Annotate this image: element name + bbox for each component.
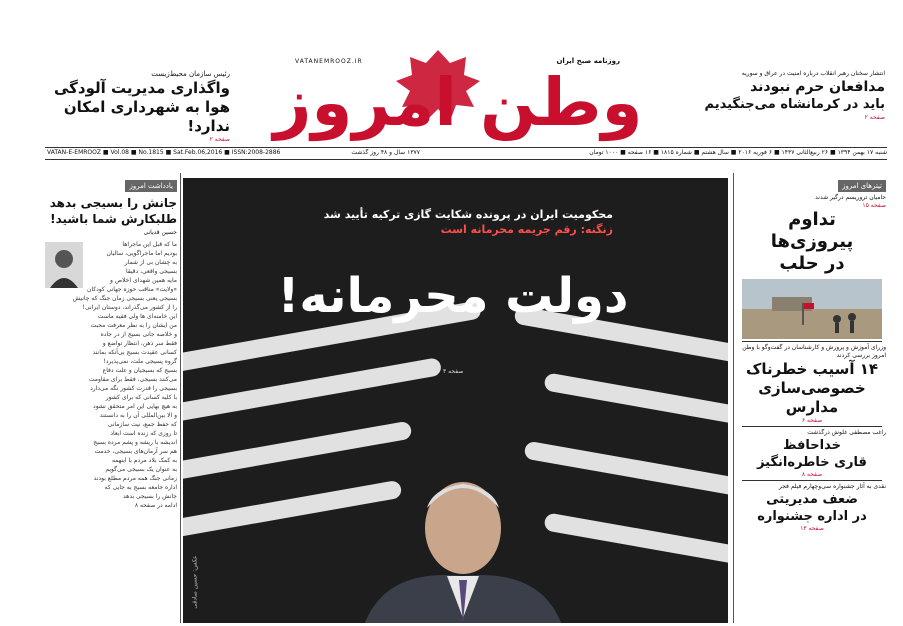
newspaper-front-page	[20, 55, 888, 623]
right-item2-page-ref: صفحه ۶	[801, 417, 823, 424]
right-item-festival[interactable]	[738, 483, 886, 532]
portrait-figure	[343, 458, 583, 623]
top-right-teaser[interactable]	[685, 70, 885, 121]
left-body-line: گروه پسیجی ملت، نمی‌پذیرد!	[103, 358, 177, 365]
left-section-label: یادداشت امروز	[125, 180, 177, 192]
left-body-line: به عنوان یک بسیجی می‌گویم	[105, 466, 177, 473]
site-url[interactable]: VATANEMROOZ.IR	[295, 58, 363, 65]
top-left-headline-1: واگذاری مدیریت آلودگی	[53, 79, 230, 97]
top-left-page-ref: صفحه ۲	[209, 136, 230, 143]
logo-emblem	[238, 45, 678, 145]
right-item4-headline-2: در اداره جشنواره	[757, 509, 867, 524]
left-body-line: بسیجی واقعی، دقیقا	[126, 268, 177, 275]
right-item3-page-ref: صفحه ۸	[801, 471, 823, 478]
top-left-teaser[interactable]	[45, 70, 230, 143]
right-item1-headline-2: پیروزی‌ها	[770, 231, 854, 252]
left-body-line: هم سر آرمان‌های بسیجی، خدمت	[94, 448, 177, 455]
left-body-line: به کمک بلاد مردم با اینهمه	[111, 457, 177, 464]
hero-kicker: محکومیت ایران در پرونده شکایت گازی ترکیه تأیید شد	[323, 208, 613, 221]
left-body-line: مایه همین شهدای اخلاص و	[110, 277, 177, 284]
author-photo	[45, 242, 83, 288]
left-body-line: با کلیه کسانی که برای کشور	[105, 394, 177, 401]
hero-headline: دولت محرمانه!	[277, 268, 629, 324]
left-body-line: اداره جامعه بسیج به جایی که	[104, 484, 177, 491]
left-body-line: که حفظ جمع، نیت سازمانی	[107, 421, 177, 428]
left-body-line: به چشان بی از شمار	[124, 259, 177, 266]
left-body-line: زمانی جنگ همه مردم مطلع بودند	[93, 475, 177, 482]
left-body-line: جانش را بسیجی بدهد	[123, 493, 177, 500]
right-item1-headline-3: در حلب	[779, 253, 845, 274]
left-body-line: ما که قبل این ماجراها	[122, 241, 177, 248]
left-body-line: بسیجی یعنی بسیجی زمان جنگ که چانیش	[72, 295, 177, 302]
top-right-kicker: انتشار سخنان رهبر انقلاب درباره امنیت در عراق و سوریه	[741, 70, 885, 77]
right-column-divider	[733, 173, 734, 623]
hero-headline-wrap[interactable]	[223, 268, 683, 324]
left-author: حسین قدیانی	[143, 229, 177, 236]
left-body-line: بودیم اما ماجراگویی، سالیان	[106, 250, 177, 257]
left-headline-2[interactable]: طلبکارش شما باشید!	[50, 212, 177, 226]
right-column	[738, 173, 886, 623]
left-body-line: و الا بین‌المللی آن را به دانستند	[99, 412, 177, 419]
hero-photo-credit: عکس: حسین صادقی	[191, 555, 199, 609]
left-column	[45, 173, 177, 623]
left-body-line: ادامه در صفحه ۸	[134, 502, 177, 509]
right-item-schools[interactable]	[738, 344, 886, 424]
right-item2-headline-2: خصوصی‌سازی	[758, 379, 866, 397]
right-item2-headline-3: مدارس	[785, 398, 839, 416]
left-body-line: فقط سر ذهن، انتظار تواضع و	[102, 340, 177, 347]
aleppo-photo	[742, 279, 882, 339]
left-body-line: بسیج که بسیجیان و علت دفاع	[102, 367, 177, 374]
top-left-kicker: رئیس سازمان محیط‌زیست	[151, 70, 230, 78]
hero-page-ref: صفحه ۳	[443, 368, 464, 375]
left-body-line: تا روزی که زنده است ابعاد	[110, 430, 177, 437]
top-right-headline-2: باید در کرمانشاه می‌جنگیدیم	[704, 97, 885, 112]
right-item4-headline-1: ضعف مدیریتی	[766, 492, 858, 507]
left-body-line: من ایشان را به نظر معرفت محبت	[90, 322, 177, 329]
left-body-line: کسانی عقیدت بسیج بی‌آنکه بمانند	[92, 349, 177, 356]
right-item4-kicker: نقدی به آثار جشنواره سی‌وچهارم فیلم فجر	[778, 483, 886, 490]
logo-text: وطن امروز	[273, 64, 643, 141]
issue-bar-top-rule	[45, 147, 887, 148]
left-body-line: «ولایت» مناقب حوزه جهانی کودکان	[86, 286, 177, 293]
hero-photo[interactable]	[183, 178, 728, 623]
right-item1-headline-1: تداوم	[788, 209, 836, 230]
right-item3-kicker: راغب مصطفی غلوش درگذشت	[807, 429, 886, 436]
issue-bar-bottom-rule	[45, 159, 887, 160]
right-item3-headline-1: خداحافظ	[782, 438, 842, 453]
right-item-qari[interactable]	[738, 429, 886, 478]
right-section-label: تیترهای امروز	[838, 180, 886, 192]
left-body-line: بسیجی را قدرت کشور نگه می‌دارد	[90, 385, 177, 392]
right-item2-kicker: وزرای آموزش و پرورش و کارشناسان در گفت‌وگو با وطن امروز بررسی کردند	[742, 344, 886, 359]
right-item4-page-ref: صفحه ۱۳	[800, 525, 824, 532]
hero-subhead: زنگنه: رقم جریمه محرمانه است	[440, 223, 613, 236]
tagline: روزنامه صبح ایران	[556, 57, 620, 65]
left-headline-1[interactable]: جانش را بسیجی بدهد	[49, 196, 177, 210]
left-body-line: می‌کنند بسیجی، فقط برای مقاومت	[88, 376, 177, 383]
left-body-line: به هیچ بهایی این امر متحقق نشود	[93, 403, 177, 410]
left-body-line: این خامنه‌ای ها ولی فقیه ماست	[97, 313, 177, 320]
right-item1-kicker: حامیان تروریسم درگیر شدند	[815, 194, 886, 201]
issue-info-days: ۱۳۷۷ سال و ۴۸ روز گذشت	[351, 149, 420, 156]
right-item1-page-ref: صفحه ۱۵	[862, 202, 886, 209]
masthead-logo[interactable]	[238, 45, 678, 145]
left-body-line: اندیشه با ریشه و پشم مرده بسیج	[93, 439, 177, 446]
left-body-line: را از کشور می‌گذراند، دوستان ایرانی!	[82, 304, 177, 311]
top-left-headline-2: هوا به شهرداری امکان ندارد!	[63, 98, 230, 135]
right-item3-headline-2: قاری خاطره‌انگیز	[757, 455, 867, 470]
left-column-divider	[180, 173, 181, 623]
issue-info-latin: VATAN-E-EMROOZ ■ Vol.08 ■ No.1815 ■ Sat.Feb.06,2016 ■ ISSN:2008-2886	[47, 149, 281, 156]
left-body-line: و خلاصه جانی بسیج از در جاده	[100, 331, 177, 338]
right-item2-headline-1: ۱۴ آسیب خطرناک	[745, 360, 879, 378]
top-right-headline-1: مدافعان حرم نبودند	[750, 79, 885, 95]
right-item-aleppo[interactable]	[738, 194, 886, 339]
issue-info-persian: شنبه ۱۷ بهمن ۱۳۹۴ ■ ۲۶ ربیع‌الثانی ۱۴۳۷ ■ ۶ فوریه ۲۰۱۶ ■ سال هشتم ■ شماره ۱۸۱۵ ■ ۱۶ صفحه ■ ۱۰۰۰ تومان	[589, 149, 887, 156]
top-right-page-ref: صفحه ۲	[864, 114, 885, 121]
hero-kicker-wrap	[313, 208, 613, 238]
